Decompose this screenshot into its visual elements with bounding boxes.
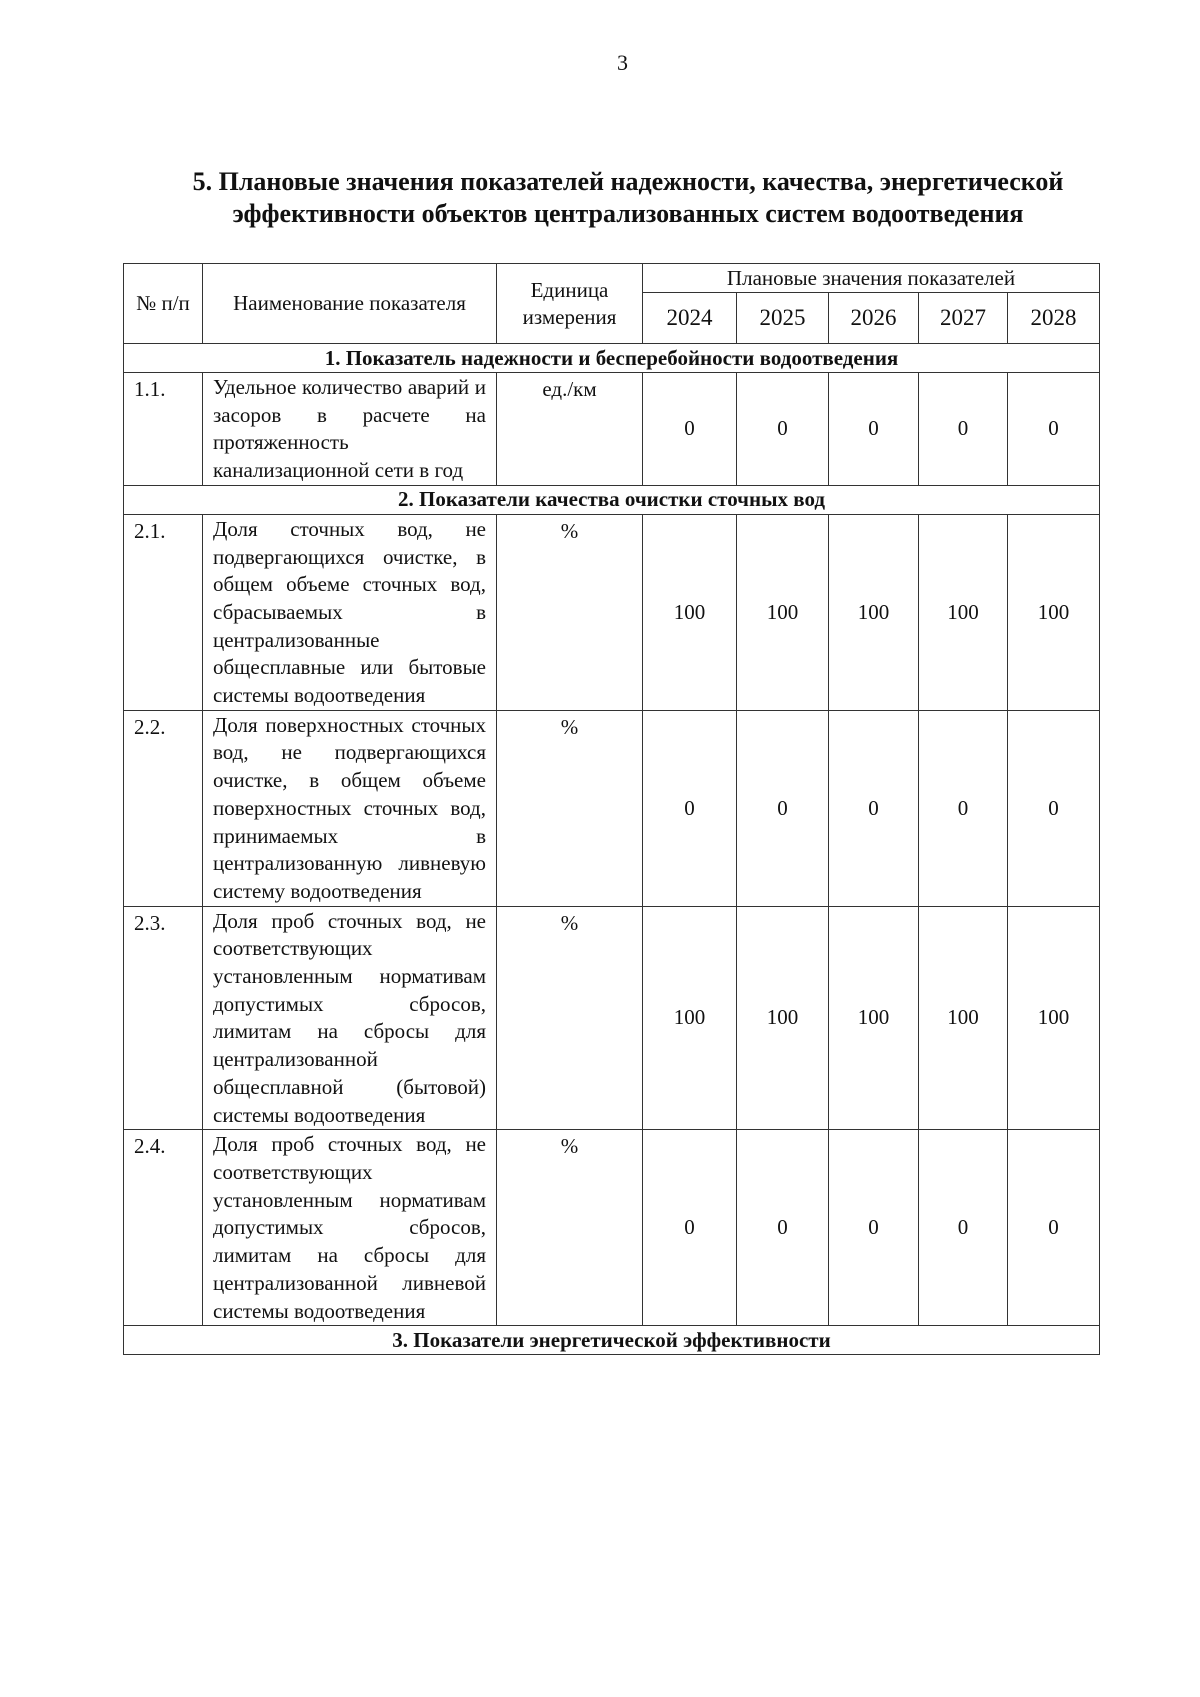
table-row — [124, 1130, 1100, 1326]
value-2027: 0 — [919, 710, 1008, 906]
row-unit: ед./км — [497, 373, 643, 486]
header-plan-values: Плановые значения показателей — [643, 264, 1100, 293]
heading-line-2: эффективности объектов централизованных систем водоотведения — [232, 199, 1024, 228]
value-2027: 100 — [919, 906, 1008, 1130]
value-2025: 100 — [737, 514, 829, 710]
section-row — [124, 1326, 1100, 1355]
value-2024: 100 — [643, 514, 737, 710]
value-2025: 0 — [737, 1130, 829, 1326]
value-2026: 0 — [829, 1130, 919, 1326]
value-2028: 100 — [1008, 514, 1100, 710]
row-number: 1.1. — [124, 373, 203, 486]
header-year-2025: 2025 — [737, 293, 829, 344]
value-2028: 100 — [1008, 906, 1100, 1130]
value-2024: 0 — [643, 1130, 737, 1326]
value-2028: 0 — [1008, 710, 1100, 906]
section-title: 1. Показатель надежности и бесперебойности водоотведения — [124, 344, 1100, 373]
indicators-table — [123, 263, 1100, 1355]
section-title: 3. Показатели энергетической эффективности — [124, 1326, 1100, 1355]
row-unit: % — [497, 906, 643, 1130]
value-2025: 100 — [737, 906, 829, 1130]
header-name: Наименование показателя — [203, 264, 497, 344]
row-number: 2.4. — [124, 1130, 203, 1326]
row-unit: % — [497, 514, 643, 710]
row-unit: % — [497, 1130, 643, 1326]
table-row — [124, 906, 1100, 1130]
document-heading — [128, 166, 1128, 230]
value-2026: 0 — [829, 373, 919, 486]
page-number: 3 — [617, 50, 628, 75]
row-name: Доля сточных вод, не подвергающихся очистке, в общем объеме сточных вод, сбрасываемых в централизованные общесплавные или бытовые системы водоотведения — [203, 514, 497, 710]
table-row — [124, 710, 1100, 906]
value-2025: 0 — [737, 373, 829, 486]
row-number: 2.3. — [124, 906, 203, 1130]
value-2024: 0 — [643, 373, 737, 486]
heading-line-1: 5. Плановые значения показателей надежности, качества, энергетической — [192, 167, 1064, 196]
table-row — [124, 373, 1100, 486]
header-number: № п/п — [124, 264, 203, 344]
value-2026: 100 — [829, 906, 919, 1130]
value-2028: 0 — [1008, 1130, 1100, 1326]
value-2025: 0 — [737, 710, 829, 906]
value-2028: 0 — [1008, 373, 1100, 486]
value-2024: 0 — [643, 710, 737, 906]
row-name: Удельное количество аварий и засоров в расчете на протяженность канализационной сети в год — [203, 373, 497, 486]
row-number: 2.1. — [124, 514, 203, 710]
header-year-2026: 2026 — [829, 293, 919, 344]
row-name: Доля проб сточных вод, не соответствующих установленным нормативам допустимых сбросов, лимитам на сбросы для централизованной общесплавной (бытовой) системы водоотведения — [203, 906, 497, 1130]
section-row — [124, 344, 1100, 373]
value-2026: 100 — [829, 514, 919, 710]
section-row — [124, 485, 1100, 514]
header-unit: Единица измерения — [497, 264, 643, 344]
value-2026: 0 — [829, 710, 919, 906]
row-number: 2.2. — [124, 710, 203, 906]
header-year-2028: 2028 — [1008, 293, 1100, 344]
value-2027: 0 — [919, 373, 1008, 486]
value-2027: 100 — [919, 514, 1008, 710]
row-name: Доля проб сточных вод, не соответствующих установленным нормативам допустимых сбросов, лимитам на сбросы для централизованной ливневой системы водоотведения — [203, 1130, 497, 1326]
table-row — [124, 514, 1100, 710]
table-header-row — [124, 264, 1100, 293]
value-2024: 100 — [643, 906, 737, 1130]
row-name: Доля поверхностных сточных вод, не подвергающихся очистке, в общем объеме поверхностных сточных вод, принимаемых в централизованную ливневую систему водоотведения — [203, 710, 497, 906]
value-2027: 0 — [919, 1130, 1008, 1326]
row-unit: % — [497, 710, 643, 906]
section-title: 2. Показатели качества очистки сточных вод — [124, 485, 1100, 514]
header-year-2027: 2027 — [919, 293, 1008, 344]
header-year-2024: 2024 — [643, 293, 737, 344]
